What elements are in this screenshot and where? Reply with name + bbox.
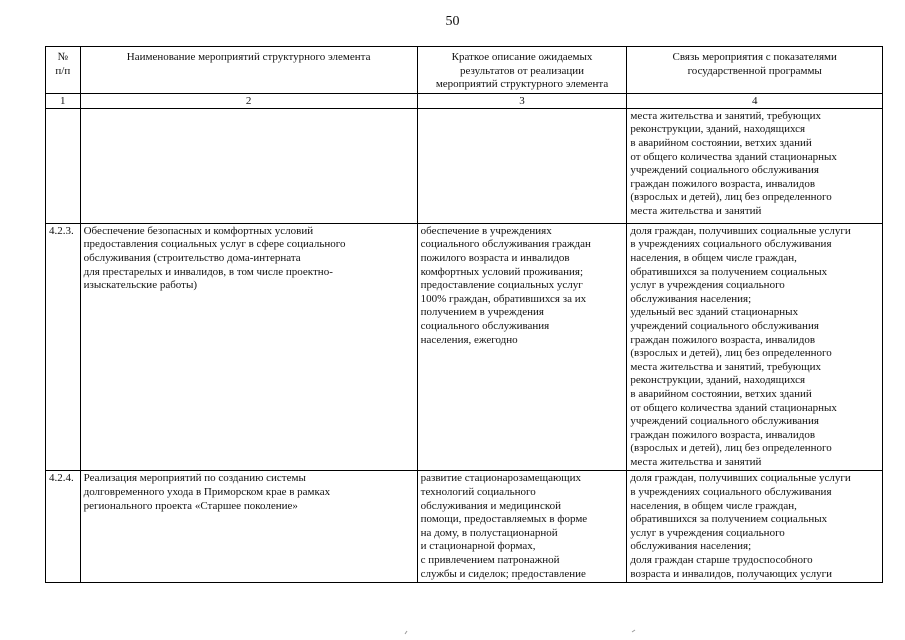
row-link: места жительства и занятий, требующих реконструкции, зданий, находящихся в аварийном состоянии, ветхих зданий от общего количества зданий стационарных учреждений социального обслуживания граждан пожилого возраста, инвалидов (взрослых и детей), лиц без определенного места жительства и занятий — [627, 108, 883, 223]
row-num: 4.2.4. — [46, 471, 81, 583]
row-link: доля граждан, получивших социальные услуги в учреждениях социального обслуживания населения, в общем числе граждан, обратившихся за получением социальных услуг в учреждения социального обслуживания населения; доля граждан старше трудоспособного возраста и инвалидов, получающих услуги — [627, 471, 883, 583]
activities-table — [45, 46, 883, 583]
header-name: Наименование мероприятий структурного элемента — [80, 47, 417, 94]
row-link: доля граждан, получивших социальные услуги в учреждениях социального обслуживания населения, в общем числе граждан, обратившихся за получением социальных услуг в учреждения социального обслуживания населения; удельный вес зданий стационарных учреждений социального обслуживания граждан пожилого возраста, инвалидов (взрослых и детей), лиц без определенного места жительства и занятий, требующих реконструкции, зданий, находящихся в аварийном состоянии, ветхих зданий от общего количества зданий стационарных учреждений социального обслуживания граждан пожилого возраста, инвалидов (взрослых и детей), лиц без определенного места жительства и занятий — [627, 223, 883, 471]
column-number: 4 — [627, 93, 883, 108]
row-name: Реализация мероприятий по созданию системы долговременного ухода в Приморском крае в рамках регионального проекта «Старшее поколение» — [80, 471, 417, 583]
row-num — [46, 108, 81, 223]
column-number-row — [46, 93, 883, 108]
page-number: 50 — [445, 14, 460, 29]
table-row — [46, 471, 883, 583]
row-name: Обеспечение безопасных и комфортных условий предоставления социальных услуг в сфере социального обслуживания (строительство дома-интерната для престарелых и инвалидов, в том числе проектно- изыскательские работы) — [80, 223, 417, 471]
column-number: 2 — [80, 93, 417, 108]
table-row — [46, 223, 883, 471]
table-header-row — [46, 47, 883, 94]
row-num: 4.2.3. — [46, 223, 81, 471]
row-description: обеспечение в учреждениях социального обслуживания граждан пожилого возраста и инвалидов комфортных условий проживания; предоставление социальных услуг 100% граждан, обратившихся за их получением в учреждения социального обслуживания населения, ежегодно — [417, 223, 627, 471]
row-description — [417, 108, 627, 223]
row-description: развитие стационарозамещающих технологий социального обслуживания и медицинской помощи, предоставляемых в форме на дому, в полустационарной и стационарной формах, с привлечением патронажной службы и сиделок; предоставление — [417, 471, 627, 583]
header-num: № п/п — [46, 47, 81, 94]
column-number: 3 — [417, 93, 627, 108]
column-number: 1 — [46, 93, 81, 108]
row-name — [80, 108, 417, 223]
header-description: Краткое описание ожидаемых результатов от реализации мероприятий структурного элемента — [417, 47, 627, 94]
table-row — [46, 108, 883, 223]
header-link: Связь мероприятия с показателями государственной программы — [627, 47, 883, 94]
scan-marks — [0, 620, 905, 640]
